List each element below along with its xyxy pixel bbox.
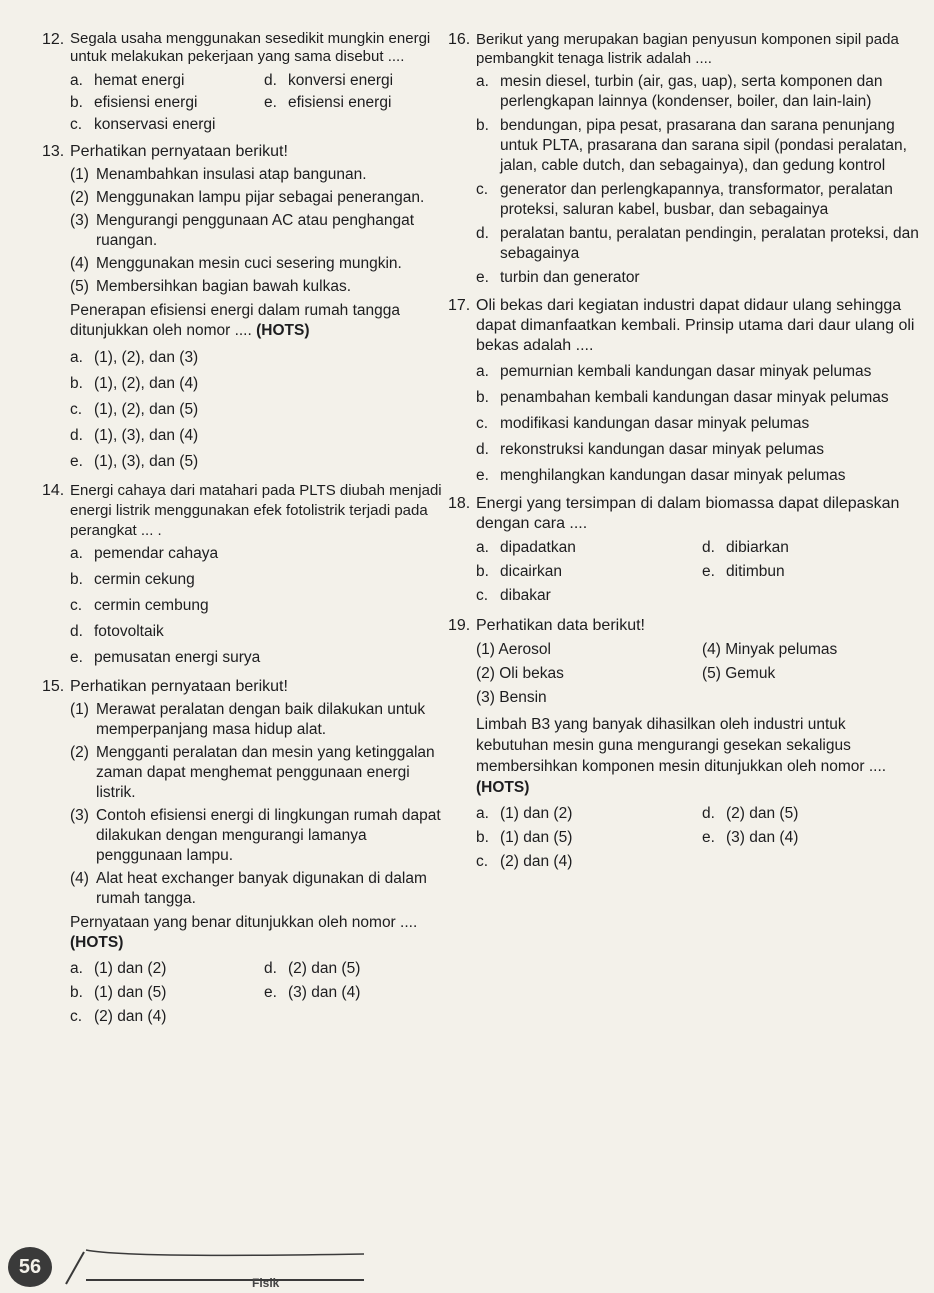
statement-5: (5) Membersihkan bagian bawah kulkas. (70, 278, 352, 295)
option-c[interactable]: c. konservasi energi (70, 116, 216, 133)
option-a[interactable]: a. pemurnian kembali kandungan dasar minyak pelumas (476, 363, 872, 380)
option-c[interactable]: c. dibakar (476, 587, 551, 604)
data-item-2: (2) Oli bekas (476, 665, 564, 682)
page-number: 56 (8, 1247, 52, 1287)
option-b[interactable]: b. bendungan, pipa pesat, prasarana dan sarana penunjang untuk PLTA, prasarana dan sarana sipil (pondasi peralatan, jalan, cable dutch, dan sebagainya), dan gedung kontrol (476, 117, 907, 174)
option-d[interactable]: d. peralatan bantu, peralatan pendingin, peralatan proteksi, dan sebagainya (476, 225, 919, 262)
data-item-3: (3) Bensin (476, 689, 547, 706)
option-a[interactable]: a. mesin diesel, turbin (air, gas, uap), serta komponen dan perlengkapan lainnya (kondenser, boiler, dan lain-lain) (476, 73, 883, 110)
question-text: Perhatikan data berikut! (476, 617, 645, 634)
right-column (448, 30, 920, 880)
option-c[interactable]: c. modifikasi kandungan dasar minyak pelumas (476, 415, 810, 432)
left-column (42, 30, 450, 1035)
option-e[interactable]: e. (1), (3), dan (5) (70, 453, 199, 470)
option-d[interactable]: d. (2) dan (5) (264, 960, 361, 977)
option-d[interactable]: d. (2) dan (5) (702, 805, 799, 822)
option-c[interactable]: c. (1), (2), dan (5) (70, 401, 199, 418)
question-number: 12. (42, 31, 65, 48)
option-e[interactable]: e. ditimbun (702, 563, 785, 580)
option-a[interactable]: a. hemat energi (70, 72, 185, 89)
option-b[interactable]: b. cermin cekung (70, 571, 195, 588)
option-e[interactable]: e. (3) dan (4) (702, 829, 799, 846)
question-text: Perhatikan pernyataan berikut! (70, 678, 288, 695)
option-a[interactable]: a. dipadatkan (476, 539, 576, 556)
option-d[interactable]: d. (1), (3), dan (4) (70, 427, 199, 444)
option-d[interactable]: d. rekonstruksi kandungan dasar minyak pelumas (476, 441, 824, 458)
statement-2: (2) Mengganti peralatan dan mesin yang ketinggalan zaman dapat menghemat penggunaan energi listrik. (70, 744, 435, 801)
statement-2: (2) Menggunakan lampu pijar sebagai penerangan. (70, 189, 425, 206)
option-d[interactable]: d. dibiarkan (702, 539, 789, 556)
question-19 (448, 616, 920, 874)
question-number: 19. (448, 617, 471, 634)
option-b[interactable]: b. penambahan kembali kandungan dasar minyak pelumas (476, 389, 889, 406)
footer-label: Fisik (252, 1276, 280, 1290)
question-prompt: Limbah B3 yang banyak dihasilkan oleh industri untuk kebutuhan mesin guna mengurangi gesekan sekaligus membersihkan komponen mesin ditunjukkan oleh nomor .... (HOTS) (476, 716, 887, 796)
statement-4: (4) Alat heat exchanger banyak digunakan di dalam rumah tangga. (70, 870, 427, 907)
question-prompt: Penerapan efisiensi energi dalam rumah tangga ditunjukkan oleh nomor .... (HOTS) (70, 302, 401, 339)
question-text: Perhatikan pernyataan berikut! (70, 143, 288, 160)
statement-1: (1) Menambahkan insulasi atap bangunan. (70, 166, 367, 183)
data-item-1: (1) Aerosol (476, 641, 551, 658)
question-text: Energi cahaya dari matahari pada PLTS diubah menjadi energi listrik menggunakan efek fotolistrik terjadi pada perangkat ... . (70, 482, 442, 539)
question-14 (42, 481, 450, 671)
question-18 (448, 494, 920, 608)
question-text: Segala usaha menggunakan sesedikit mungkin energi untuk melakukan pekerjaan yang sama disebut .... (70, 30, 431, 65)
option-e[interactable]: e. efisiensi energi (264, 94, 392, 111)
question-text: Berikut yang merupakan bagian penyusun komponen sipil pada pembangkit tenaga listrik adalah .... (476, 31, 899, 67)
option-b[interactable]: b. dicairkan (476, 563, 563, 580)
question-number: 13. (42, 143, 65, 160)
question-15 (42, 677, 450, 1029)
option-d[interactable]: d. fotovoltaik (70, 623, 164, 640)
option-a[interactable]: a. pemendar cahaya (70, 545, 219, 562)
option-b[interactable]: b. (1) dan (5) (476, 829, 573, 846)
question-number: 16. (448, 31, 471, 48)
option-a[interactable]: a. (1), (2), dan (3) (70, 349, 199, 366)
question-13 (42, 142, 450, 475)
statement-4: (4) Menggunakan mesin cuci sesering mungkin. (70, 255, 402, 272)
option-e[interactable]: e. (3) dan (4) (264, 984, 361, 1001)
question-text: Oli bekas dari kegiatan industri dapat didaur ulang sehingga dapat dimanfaatkan kembali. Prinsip utama dari daur ulang oli bekas adalah .... (476, 297, 915, 354)
question-number: 15. (42, 678, 65, 695)
option-d[interactable]: d. konversi energi (264, 72, 394, 89)
question-number: 18. (448, 495, 471, 512)
statement-3: (3) Mengurangi penggunaan AC atau penghangat ruangan. (70, 212, 415, 249)
option-b[interactable]: b. (1), (2), dan (4) (70, 375, 199, 392)
question-number: 17. (448, 297, 471, 314)
option-b[interactable]: b. efisiensi energi (70, 94, 198, 111)
statement-1: (1) Merawat peralatan dengan baik dilakukan untuk memperpanjang masa hidup alat. (70, 701, 426, 738)
question-16 (448, 30, 920, 288)
option-a[interactable]: a. (1) dan (2) (70, 960, 167, 977)
question-17 (448, 296, 920, 486)
question-number: 14. (42, 482, 65, 499)
option-a[interactable]: a. (1) dan (2) (476, 805, 573, 822)
question-12 (42, 30, 450, 136)
question-prompt: Pernyataan yang benar ditunjukkan oleh nomor .... (HOTS) (70, 914, 418, 951)
hots-label: (HOTS) (70, 934, 124, 951)
option-c[interactable]: c. (2) dan (4) (476, 853, 573, 870)
hots-label: (HOTS) (256, 322, 310, 339)
hots-label: (HOTS) (476, 779, 530, 796)
statement-3: (3) Contoh efisiensi energi di lingkungan rumah dapat dilakukan dengan mengurangi lamanya penggunaan lampu. (70, 807, 441, 864)
data-item-4: (4) Minyak pelumas (702, 641, 838, 658)
data-item-5: (5) Gemuk (702, 665, 776, 682)
option-b[interactable]: b. (1) dan (5) (70, 984, 167, 1001)
option-e[interactable]: e. turbin dan generator (476, 269, 640, 286)
question-text: Energi yang tersimpan di dalam biomassa dapat dilepaskan dengan cara .... (476, 495, 900, 532)
option-c[interactable]: c. (2) dan (4) (70, 1008, 167, 1025)
option-e[interactable]: e. pemusatan energi surya (70, 649, 261, 666)
option-c[interactable]: c. generator dan perlengkapannya, transformator, peralatan proteksi, saluran kabel, busbar, dan sebagainya (476, 181, 893, 218)
option-e[interactable]: e. menghilangkan kandungan dasar minyak pelumas (476, 467, 846, 484)
option-c[interactable]: c. cermin cembung (70, 597, 209, 614)
decorative-swoosh-icon (64, 1248, 364, 1288)
